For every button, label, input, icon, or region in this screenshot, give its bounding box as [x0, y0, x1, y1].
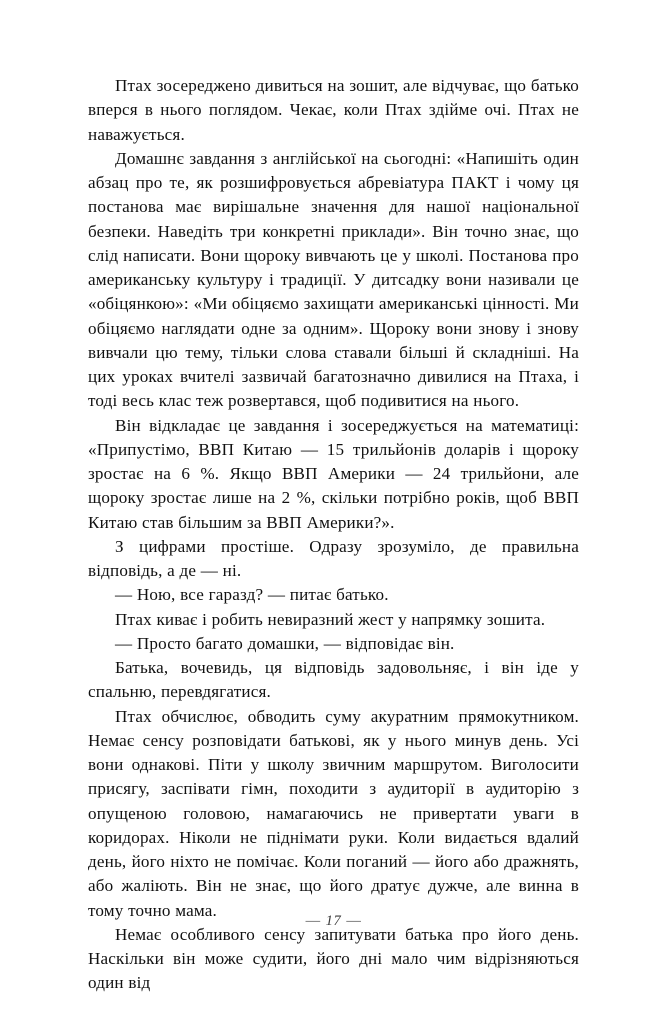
page-text-block: [88, 74, 579, 996]
paragraph: Він відкладає це завдання і зосереджується на математиці: «Припустімо, ВВП Китаю — 15 трильйонів доларів і щороку зростає на 6 %. Якщо ВВП Америки — 24 трильйони, але щороку зростає лише на 2 %, скільки потрібно років, щоб ВВП Китаю став більшим за ВВП Америки?».: [88, 415, 579, 532]
footer-dash-right: —: [346, 913, 362, 929]
paragraph: Домашнє завдання з англійської на сьогодні: «Напишіть один абзац про те, як розшифровується абревіатура ПАКТ і чому ця постанова має вирішальне значення для нашої національної безпеки. Наведіть три конкретні приклади». Він точно знає, що слід написати. Вони щороку вивчають це у школі. Постанова про американську культуру і традиції. У дитсадку вони називали це «обіцянкою»: «Ми обіцяємо захищати американські цінності. Ми обіцяємо наглядати одне за одним». Щороку вони знову і знову вивчали цю тему, тільки слова ставали більші й складніші. На цих уроках вчителі зазвичай багатозначно дивилися на Птаха, і тоді весь клас теж розвертався, щоб подивитися на нього.: [88, 148, 579, 411]
page-footer: [0, 913, 667, 930]
paragraph: Птах обчислює, обводить суму акуратним прямокутником. Немає сенсу розповідати батькові, як у нього минув день. Усі вони однакові. Піти у школу звичним маршрутом. Виголосити присягу, заспівати гімн, походити з аудиторії в аудиторію з опущеною головою, намагаючись не привертати уваги в коридорах. Ніколи не піднімати руки. Коли видається вдалий день, його ніхто не помічає. Коли поганий — його або дражнять, або жаліють. Він не знає, що його дратує дужче, але винна в тому точно мама.: [88, 706, 579, 920]
page-number: 17: [325, 913, 342, 929]
paragraph: Птах киває і робить невиразний жест у напрямку зошита.: [115, 609, 546, 629]
dialogue-paragraph: — Просто багато домашки, — відповідає він.: [115, 633, 455, 653]
dialogue-paragraph: — Ною, все гаразд? — питає батько.: [115, 585, 389, 605]
paragraph: Птах зосереджено дивиться на зошит, але відчуває, що батько вперся в нього поглядом. Чекає, коли Птах здійме очі. Птах не наважується.: [88, 76, 579, 144]
paragraph: Батька, вочевидь, ця відповідь задовольняє, і він іде у спальню, перевдягатися.: [88, 658, 579, 702]
paragraph: З цифрами простіше. Одразу зрозуміло, де правильна відповідь, а де — ні.: [88, 536, 579, 580]
paragraph: Немає особливого сенсу запитувати батька про його день. Наскільки він може судити, його дні мало чим відрізняються один від: [88, 924, 579, 993]
footer-dash-left: —: [305, 913, 321, 929]
